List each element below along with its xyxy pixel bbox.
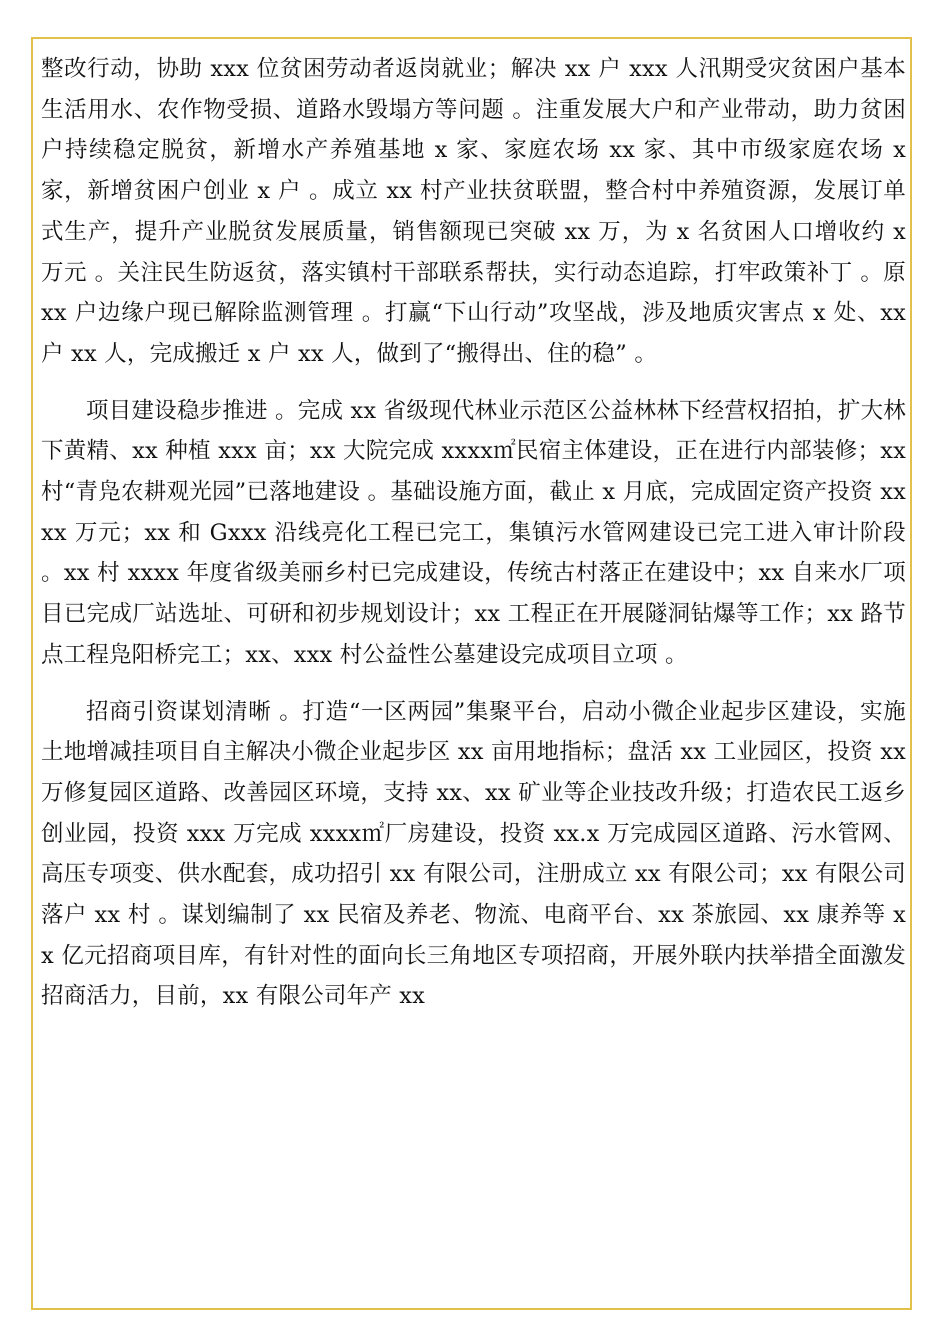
page-frame <box>31 37 912 1310</box>
document-body <box>41 49 906 1033</box>
paragraph-investment-attraction: 招商引资谋划清晰 。打造“一区两园”集聚平台，启动小微企业起步区建设，实施土地增减挂项目自主解决小微企业起步区 xx 亩用地指标；盘活 xx 工业园区，投资 xx 万修复园区道路、改善园区环境，支持 xx、xx 矿业等企业技改升级；打造农民工返乡创业园，投资 xxx 万完成 xxxx㎡厂房建设，投资 xx.x 万完成园区道路、污水管网、高压专项变、供水配套，成功招引 xx 有限公司，注册成立 xx 有限公司；xx 有限公司落户 xx 村 。谋划编制了 xx 民宿及养老、物流、电商平台、xx 茶旅园、xx 康养等 xx 亿元招商项目库，有针对性的面向长三角地区专项招商，开展外联内扶举措全面激发招商活力，目前，xx 有限公司年产 xx <box>41 698 906 1010</box>
paragraph-project-construction: 项目建设稳步推进 。完成 xx 省级现代林业示范区公益林林下经营权招拍，扩大林下黄精、xx 种植 xxx 亩；xx 大院完成 xxxx㎡民宿主体建设，正在进行内部装修；xx 村“青凫农耕观光园”已落地建设 。基础设施方面，截止 x 月底，完成固定资产投资 xxxx 万元；xx 和 Gxxx 沿线亮化工程已完工，集镇污水管网建设已完工进入审计阶段 。xx 村 xxxx 年度省级美丽乡村已完成建设，传统古村落正在建设中；xx 自来水厂项目已完成厂站选址、可研和初步规划设计；xx 工程正在开展隧洞钻爆等工作；xx 路节点工程凫阳桥完工；xx、xxx 村公益性公墓建设完成项目立项 。 <box>41 397 906 668</box>
paragraph-poverty-alleviation: 整改行动，协助 xxx 位贫困劳动者返岗就业；解决 xx 户 xxx 人汛期受灾贫困户基本生活用水、农作物受损、道路水毁塌方等问题 。注重发展大户和产业带动，助力贫困户持续稳定脱贫，新增水产养殖基地 x 家、家庭农场 xx 家、其中市级家庭农场 x 家，新增贫困户创业 x 户 。成立 xx 村产业扶贫联盟，整合村中养殖资源，发展订单式生产，提升产业脱贫发展质量，销售额现已突破 xx 万，为 x 名贫困人口增收约 x 万元 。关注民生防返贫，落实镇村干部联系帮扶，实行动态追踪，打牢政策补丁 。原 xx 户边缘户现已解除监测管理 。打赢“下山行动”攻坚战，涉及地质灾害点 x 处、xx 户 xx 人，完成搬迁 x 户 xx 人，做到了“搬得出、住的稳” 。 <box>41 56 906 367</box>
